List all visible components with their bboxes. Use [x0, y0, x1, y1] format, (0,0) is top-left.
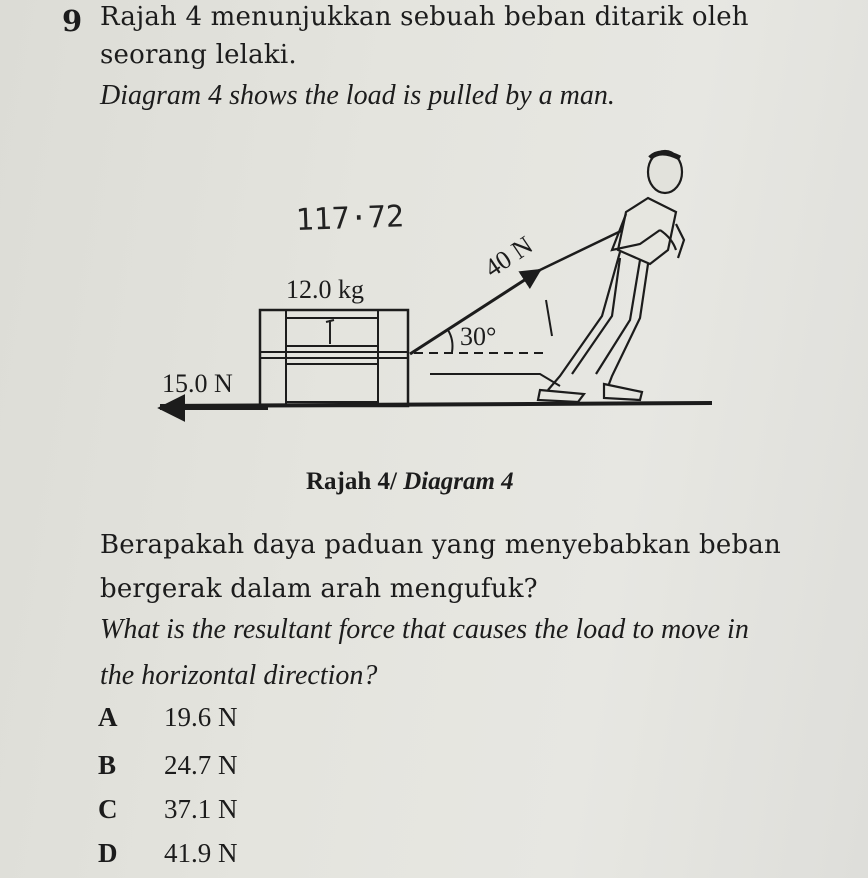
mass-label: 12.0 kg — [286, 275, 364, 304]
diagram-caption — [306, 468, 514, 496]
angle-arc — [448, 330, 453, 352]
question-text-malay-line1: Rajah 4 menunjukkan sebuah beban ditarik oleh — [100, 2, 749, 32]
crate — [260, 310, 408, 406]
caption-english: Diagram 4 — [403, 468, 514, 495]
option-letter: B — [98, 750, 117, 780]
force-diagram — [0, 140, 868, 470]
option-a[interactable] — [98, 702, 238, 733]
prompt-english-line2: the horizontal direction? — [100, 660, 378, 691]
option-value: 24.7 N — [164, 750, 238, 780]
option-letter: D — [98, 838, 118, 868]
foot-shadow — [430, 374, 560, 386]
option-d[interactable] — [98, 838, 238, 869]
option-letter: A — [98, 702, 118, 732]
angle-label: 30° — [460, 322, 497, 351]
option-c[interactable] — [98, 794, 238, 825]
pen-mark — [326, 320, 334, 344]
ground-line — [160, 403, 712, 406]
prompt-malay-line2: bergerak dalam arah mengufuk? — [100, 574, 538, 604]
option-value: 41.9 N — [164, 838, 238, 868]
question-number: 9 — [62, 4, 83, 38]
force-label: 40 N — [479, 230, 538, 283]
handwritten-note: 117·72 — [295, 199, 405, 238]
prompt-english-line1: What is the resultant force that causes the load to move in — [100, 614, 749, 645]
friction-label: 15.0 N — [162, 369, 233, 398]
question-text-english: Diagram 4 shows the load is pulled by a man. — [100, 80, 615, 111]
option-letter: C — [98, 794, 118, 824]
option-b[interactable] — [98, 750, 238, 781]
prompt-malay-line1: Berapakah daya paduan yang menyebabkan beban — [100, 530, 781, 560]
caption-malay: Rajah 4/ — [306, 468, 397, 495]
option-value: 37.1 N — [164, 794, 238, 824]
man-figure — [538, 151, 684, 402]
option-value: 19.6 N — [164, 702, 238, 732]
question-text-malay-line2: seorang lelaki. — [100, 40, 297, 70]
